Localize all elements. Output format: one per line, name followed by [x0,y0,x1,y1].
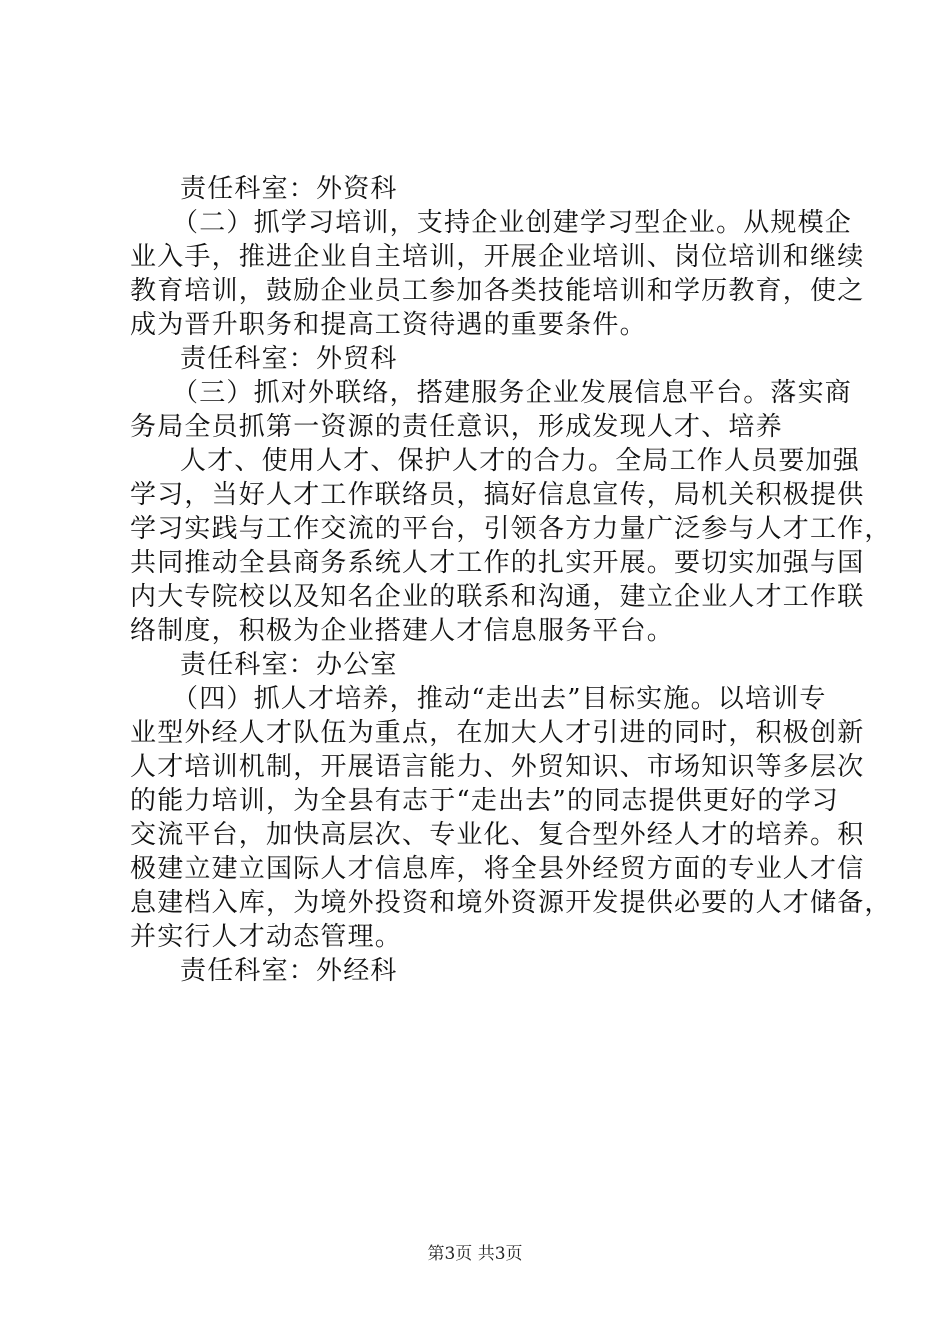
paragraph-line: （四）抓人才培养，推动“走出去”目标实施。以培训专 [172,684,827,714]
paragraph-line: 人才、使用人才、保护人才的合力。全局工作人员要加强 [180,446,861,476]
paragraph-line: 并实行人才动态管理。 [130,922,403,952]
paragraph-line: （三）抓对外联络，搭建服务企业发展信息平台。落实商 [172,378,853,408]
paragraph-line: 极建立建立国际人才信息库，将全县外经贸方面的专业人才信 [130,854,865,884]
paragraph-line: 人才培训机制，开展语言能力、外贸知识、市场知识等多层次 [130,752,865,782]
paragraph-line: 学习，当好人才工作联络员，搞好信息宣传，局机关积极提供 [130,480,865,510]
paragraph-line: 内大专院校以及知名企业的联系和沟通，建立企业人才工作联 [130,582,865,612]
responsible-office-line: 责任科室：办公室 [180,650,398,680]
paragraph-line: （二）抓学习培训，支持企业创建学习型企业。从规模企 [172,208,853,238]
responsible-office-line: 责任科室：外贸科 [180,344,398,374]
paragraph-line: 成为晋升职务和提高工资待遇的重要条件。 [130,310,647,340]
paragraph-line: 业型外经人才队伍为重点，在加大人才引进的同时，积极创新 [130,718,865,748]
paragraph-line: 业入手，推进企业自主培训，开展企业培训、岗位培训和继续 [130,242,865,272]
page-number-footer: 第3页 共3页 [427,1244,523,1264]
paragraph-line: 学习实践与工作交流的平台，引领各方力量广泛参与人才工作， [130,514,892,544]
paragraph-line: 共同推动全县商务系统人才工作的扎实开展。要切实加强与国 [130,548,865,578]
responsible-office-line: 责任科室：外资科 [180,174,398,204]
responsible-office-line: 责任科室：外经科 [180,956,398,986]
paragraph-line: 教育培训，鼓励企业员工参加各类技能培训和学历教育，使之 [130,276,865,306]
paragraph-line: 交流平台，加快高层次、专业化、复合型外经人才的培养。积 [130,820,865,850]
paragraph-line: 的能力培训，为全县有志于“走出去”的同志提供更好的学习 [130,786,839,816]
paragraph-line: 息建档入库，为境外投资和境外资源开发提供必要的人才储备， [130,888,892,918]
paragraph-line: 务局全员抓第一资源的责任意识，形成发现人才、培养 [130,412,783,442]
paragraph-line: 络制度，积极为企业搭建人才信息服务平台。 [130,616,675,646]
